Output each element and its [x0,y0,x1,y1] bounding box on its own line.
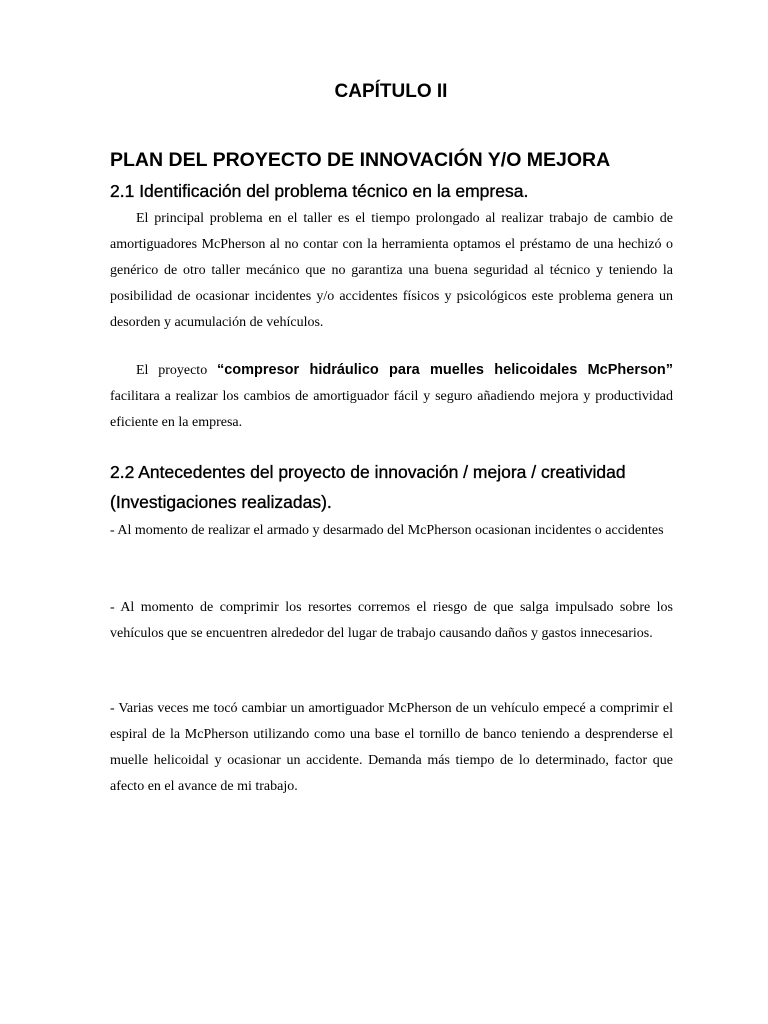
background-item-3: - Varias veces me tocó cambiar un amortiguador McPherson de un vehículo empecé a comprimir el espiral de la McPherson utilizando como una base el tornillo de banco teniendo a desprenderse el muelle helicoidal y ocasionar un accidente. Demanda más tiempo de lo determinado, factor que afecto en el avance de mi trabajo. [110,701,673,794]
chapter-title: CAPÍTULO II [334,81,448,102]
section-2-2-heading: 2.2 Antecedentes del proyecto de innovación / mejora / creatividad (Investigaciones realizadas). [110,462,626,512]
project-name-bold: “compresor hidráulico para muelles helicoidales McPherson” [216,362,673,378]
background-item-1: - Al momento de realizar el armado y desarmado del McPherson ocasionan incidentes o accidentes [110,523,664,538]
background-item-2: - Al momento de comprimir los resortes corremos el riesgo de que salga impulsado sobre los vehículos que se encuentren alrededor del lugar de trabajo causando daños y gastos innecesarios. [110,600,673,641]
plan-title: PLAN DEL PROYECTO DE INNOVACIÓN Y/O MEJORA [110,149,611,171]
section-2-1-heading: 2.1 Identificación del problema técnico en la empresa. [110,181,529,201]
section-2-1-paragraph-1: El principal problema en el taller es el tiempo prolongado al realizar trabajo de cambio de amortiguadores McPherson al no contar con la herramienta optamos el préstamo de una hechizó o genérico de otro taller mecánico que no garantiza una buena seguridad al técnico y teniendo la posibilidad de ocasionar incidentes y/o accidentes físicos y psicológicos este problema genera un desorden y acumulación de vehículos. [110,211,673,330]
paragraph-2-rest: facilitara a realizar los cambios de amortiguador fácil y seguro añadiendo mejora y productividad eficiente en la empresa. [110,389,673,430]
section-2-1-paragraph-2 [110,357,673,436]
paragraph-2-intro: El proyecto [136,363,217,378]
